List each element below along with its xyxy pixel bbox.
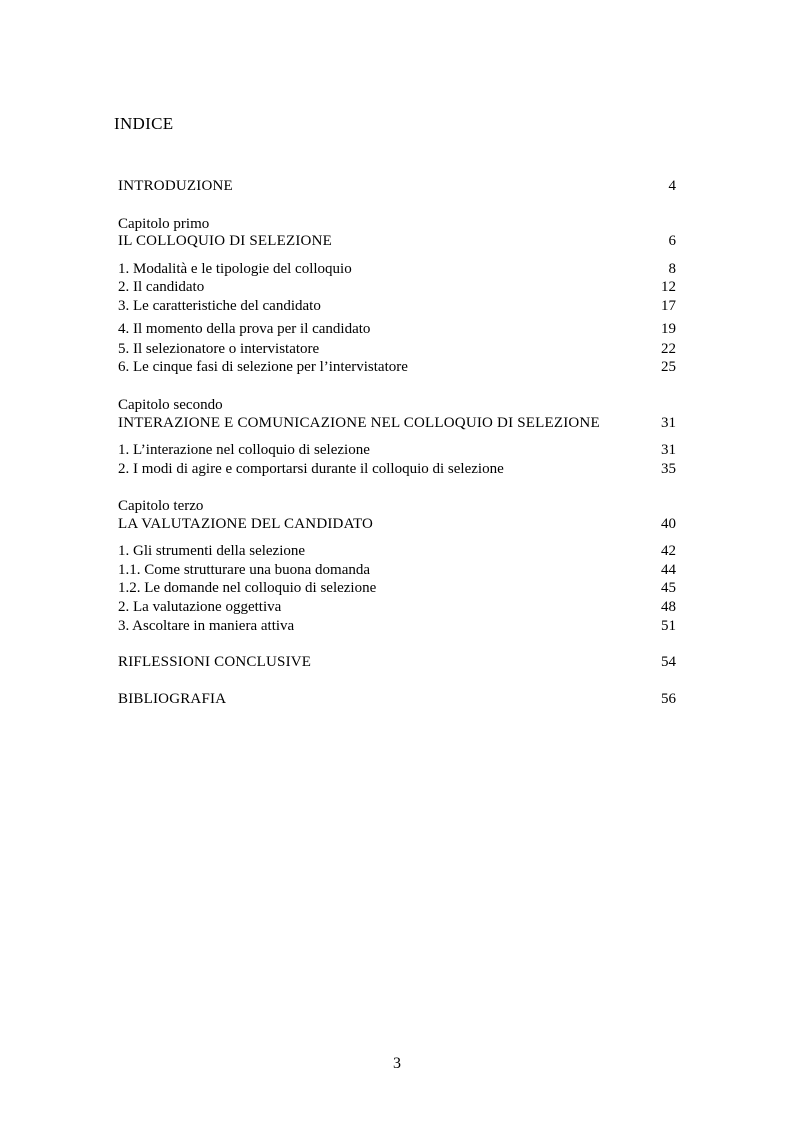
toc-entry-title: 2. Il candidato xyxy=(118,279,205,295)
toc-entry-page: 45 xyxy=(661,580,676,596)
toc-entry-title: BIBLIOGRAFIA xyxy=(118,691,227,707)
chapter-title: LA VALUTAZIONE DEL CANDIDATO xyxy=(118,516,374,532)
toc-entry-title: 6. Le cinque fasi di selezione per l’intervistatore xyxy=(118,359,408,375)
toc-entry-title: 1.2. Le domande nel colloquio di selezione xyxy=(118,580,377,596)
chapter-label xyxy=(118,395,676,415)
toc-entry-conclusions xyxy=(118,652,676,672)
toc-entry-page: 56 xyxy=(661,691,676,707)
chapter-label xyxy=(118,496,676,516)
toc-entry-page: 48 xyxy=(661,599,676,615)
toc-entry xyxy=(118,459,676,479)
chapter-label-text: Capitolo secondo xyxy=(118,397,223,413)
toc-entry-page: 4 xyxy=(668,178,676,194)
toc-entry-introduction xyxy=(118,176,676,196)
toc-entry-page: 17 xyxy=(661,298,676,314)
toc-entry xyxy=(118,541,676,561)
toc-entry-page: 40 xyxy=(661,516,676,532)
toc-entry-title: 2. I modi di agire e comportarsi durante il colloquio di selezione xyxy=(118,461,504,477)
toc-entry-page: 8 xyxy=(668,261,676,277)
toc-entry-page: 19 xyxy=(661,321,676,337)
toc-entry-title: 1.1. Come strutturare una buona domanda xyxy=(118,562,371,578)
toc-entry-chapter3 xyxy=(118,514,676,534)
toc-entry-page: 25 xyxy=(661,359,676,375)
toc-entry-page: 35 xyxy=(661,461,676,477)
toc-entry-page: 6 xyxy=(668,233,676,249)
toc-entry xyxy=(118,259,676,279)
toc-entry xyxy=(118,277,676,297)
toc-entry-page: 42 xyxy=(661,543,676,559)
toc-entry-chapter2 xyxy=(118,413,676,433)
toc-entry-title: 1. Gli strumenti della selezione xyxy=(118,543,306,559)
toc-entry xyxy=(118,339,676,359)
toc-entry-page: 51 xyxy=(661,618,676,634)
toc-entry-title: 3. Le caratteristiche del candidato xyxy=(118,298,321,314)
toc-entry xyxy=(118,578,676,598)
toc-entry xyxy=(118,597,676,617)
toc-entry-title: 1. Modalità e le tipologie del colloquio xyxy=(118,261,352,277)
toc-entry xyxy=(118,296,676,316)
toc-entry-page: 31 xyxy=(661,415,676,431)
toc-entry-page: 54 xyxy=(661,654,676,670)
toc-entry-title: 5. Il selezionatore o intervistatore xyxy=(118,341,320,357)
toc-entry-chapter1 xyxy=(118,231,676,251)
toc-entry-page: 31 xyxy=(661,442,676,458)
chapter-title: INTERAZIONE E COMUNICAZIONE NEL COLLOQUIO DI SELEZIONE xyxy=(118,415,600,431)
toc-entry xyxy=(118,560,676,580)
toc-entry-title: 1. L’interazione nel colloquio di selezione xyxy=(118,442,370,458)
page-number: 3 xyxy=(393,1055,401,1072)
chapter-label-text: Capitolo terzo xyxy=(118,498,204,514)
index-title: INDICE xyxy=(114,114,174,133)
chapter-label-text: Capitolo primo xyxy=(118,216,210,232)
toc-entry-title: INTRODUZIONE xyxy=(118,178,233,194)
toc-entry-page: 44 xyxy=(661,562,676,578)
toc-entry-title: 4. Il momento della prova per il candidato xyxy=(118,321,371,337)
toc-entry-title: 2. La valutazione oggettiva xyxy=(118,599,282,615)
toc-entry-bibliography xyxy=(118,689,676,709)
toc-entry xyxy=(118,319,676,339)
toc-entry-page: 22 xyxy=(661,341,676,357)
toc-entry xyxy=(118,357,676,377)
toc-entry-title: 3. Ascoltare in maniera attiva xyxy=(118,618,295,634)
chapter-title: IL COLLOQUIO DI SELEZIONE xyxy=(118,233,332,249)
toc-entry-page: 12 xyxy=(661,279,676,295)
toc-entry xyxy=(118,440,676,460)
toc-entry xyxy=(118,616,676,636)
toc-entry-title: RIFLESSIONI CONCLUSIVE xyxy=(118,654,312,670)
